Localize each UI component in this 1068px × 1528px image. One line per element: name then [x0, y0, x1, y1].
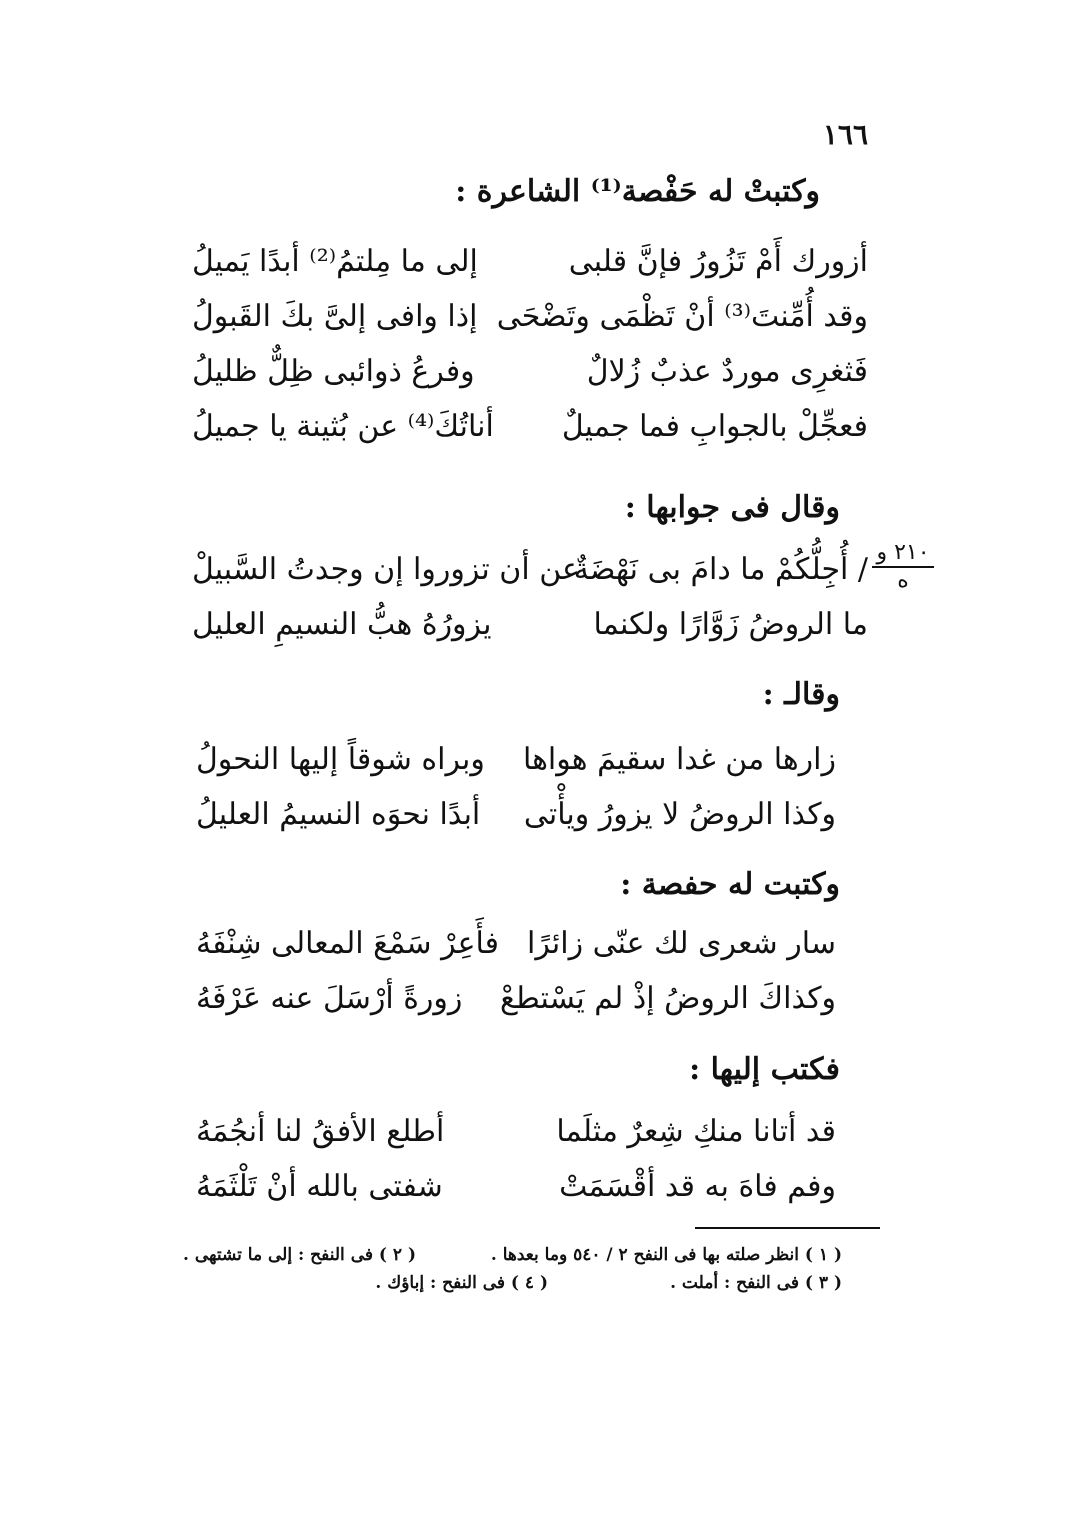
footnote-2: ( ٢ ) فى النفح : إلى ما تشتهى . [183, 1245, 416, 1265]
verse-3-1 [196, 738, 836, 782]
hemistich-second: يزورُهُ هبُّ النسيمِ العليل [192, 607, 492, 642]
hemistich-first: وكذا الروضُ لا يزورُ ويأْتى [523, 797, 836, 832]
hemistich-second: شفتى بالله أنْ تَلْثَمَهُ [196, 1169, 443, 1204]
intro-line-3: وقالـ : [762, 677, 840, 712]
hemistich-second: إلى ما مِلتمُ⁽²⁾ أبدًا يَميلُ [192, 244, 478, 279]
hemistich-first: قد أتانا منكِ شِعرٌ مثلَما [556, 1114, 836, 1149]
hemistich-first: سار شعرى لك عنّى زائرًا [527, 926, 836, 961]
verse-5-2 [196, 1165, 836, 1209]
hemistich-first: وفم فاهَ به قد أقْسَمَتْ [559, 1169, 836, 1204]
verse-4-2 [196, 977, 836, 1021]
hemistich-second: فأَعِرْ سَمْعَ المعالى شِنْفَهُ [196, 926, 500, 961]
hemistich-second: عن أن تزوروا إن وجدتُ السَّبيلْ [192, 552, 580, 587]
verse-2-2 [192, 603, 868, 647]
footnote-3: ( ٣ ) فى النفح : أملت . [670, 1273, 842, 1293]
intro-line-2: وقال فى جوابها : [624, 490, 840, 525]
hemistich-first: وقد أُمِّنتَ⁽³⁾ أنْ تَظْمَى وتَضْحَى [496, 299, 868, 334]
footnote-4: ( ٤ ) فى النفح : إباؤك . [375, 1273, 548, 1293]
hemistich-second: أناتُكَ⁽⁴⁾ عن بُثينة يا جميلُ [192, 409, 494, 444]
footnote-1: ( ١ ) انظر صلته بها فى النفح ٢ / ٥٤٠ وما بعدها . [490, 1245, 842, 1265]
hemistich-first: زارها من غدا سقيمَ هواها [522, 742, 836, 777]
hemistich-first: / أُجِلُّكُمْ ما دامَ بى نَهْضَةٌ [573, 552, 868, 587]
hemistich-first: فعجِّلْ بالجوابِ فما جميلٌ [561, 409, 868, 444]
hemistich-first: أزورك أَمْ تَزُورُ فإنَّ قلبى [568, 244, 868, 279]
verse-1-4 [192, 405, 868, 449]
hemistich-second: أبدًا نحوَه النسيمُ العليلُ [196, 797, 481, 832]
page-number: ١٦٦ [822, 118, 868, 151]
hemistich-first: وكذاكَ الروضُ إذْ لم يَسْتطعْ [499, 981, 836, 1016]
verse-5-1 [196, 1110, 836, 1154]
verse-3-2 [196, 793, 836, 837]
intro-line-1: وكتبتْ له حَفْصة⁽¹⁾ الشاعرة : [455, 174, 820, 209]
hemistich-second: زورةً أرْسَلَ عنه عَرْفَهُ [196, 981, 463, 1016]
verse-2-1 [192, 548, 868, 592]
folio-sign: ه [897, 568, 909, 593]
hemistich-second: أطلع الأفقُ لنا أنجُمَهُ [196, 1114, 445, 1149]
hemistich-second: وفرعُ ذوائبى ظِلٌّ ظليلُ [192, 354, 475, 389]
hemistich-first: ما الروضُ زَوَّارًا ولكنما [593, 607, 868, 642]
hemistich-second: إذا وافى إلىَّ بكَ القَبولُ [192, 299, 478, 334]
verse-1-1 [192, 240, 868, 284]
intro-line-4: وكتبت له حفصة : [620, 867, 840, 902]
verse-1-2 [192, 295, 868, 339]
hemistich-second: وبراه شوقاً إليها النحولُ [196, 742, 485, 777]
verse-4-1 [196, 922, 836, 966]
hemistich-first: فَثغرِى موردٌ عذبٌ زُلالٌ [586, 354, 868, 389]
margin-folio-note [872, 540, 934, 594]
footnote-rule [695, 1227, 880, 1229]
folio-reference: ٢١٠ و [872, 540, 934, 568]
intro-line-5: فكتب إليها : [689, 1052, 840, 1087]
verse-1-3 [192, 350, 868, 394]
